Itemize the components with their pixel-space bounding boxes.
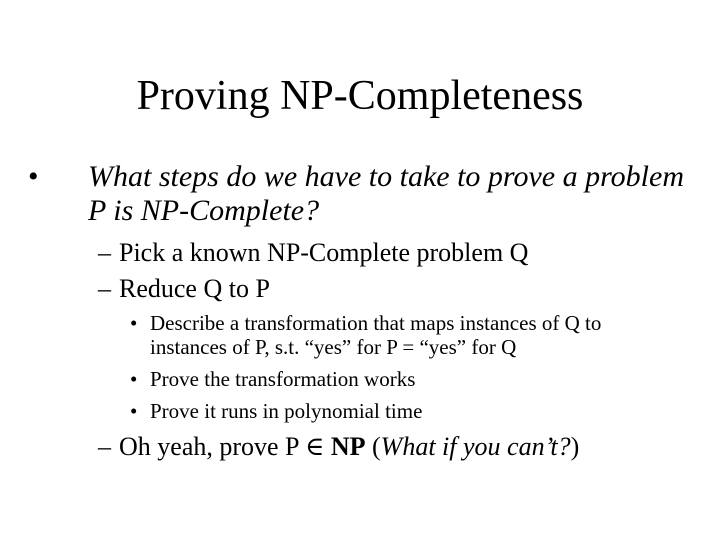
sub-sub-item-text: Prove the transformation works xyxy=(150,367,416,391)
dash-marker: – xyxy=(98,274,111,303)
sub-item-text: Pick a known NP-Complete problem Q xyxy=(119,238,529,267)
sub-item-text: Reduce Q to P xyxy=(119,274,270,303)
prove-prefix: Oh yeah, prove P xyxy=(119,432,299,461)
bullet-marker: • xyxy=(130,367,138,391)
bullet-marker: • xyxy=(130,399,138,423)
bullet-marker: • xyxy=(130,311,138,335)
open-paren: ( xyxy=(371,432,381,461)
dash-marker: – xyxy=(98,432,111,461)
main-bullet-text: What steps do we have to take to prove a problem P is NP-Complete? xyxy=(88,160,684,227)
question-text: What if you can’t? xyxy=(380,432,571,461)
dash-marker: – xyxy=(98,238,111,267)
sub-item-text xyxy=(119,432,579,462)
element-of-symbol: ∈ xyxy=(305,432,325,461)
np-label: NP xyxy=(330,432,366,461)
sub-sub-item-text: Prove it runs in polynomial time xyxy=(150,399,423,423)
slide-title: Proving NP-Completeness xyxy=(136,73,584,119)
sub-sub-item-text: Describe a transformation that maps instances of Q to instances of P, s.t. “yes” for P = “yes” for Q xyxy=(150,311,602,359)
bullet-marker: • xyxy=(28,160,39,193)
close-paren: ) xyxy=(570,432,580,461)
